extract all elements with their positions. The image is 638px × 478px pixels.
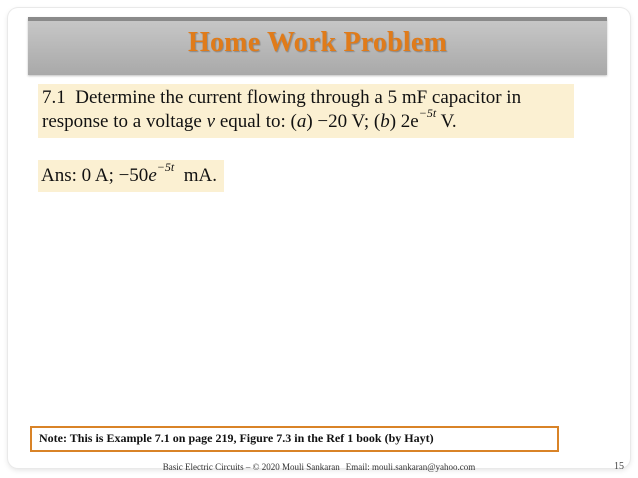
problem-box (38, 84, 574, 138)
footer-course: Basic Electric Circuits – © 2020 Mouli Sankaran (162, 462, 340, 472)
footer-email: Email: mouli.sankaran@yahoo.com (345, 462, 476, 472)
voltage-variable: v (206, 111, 216, 132)
problem-text (42, 86, 570, 134)
answer-exponent: −5t (156, 159, 175, 174)
footer (0, 462, 638, 472)
title-bar (28, 17, 607, 75)
note-box (30, 426, 559, 452)
slide-title: Home Work Problem (187, 27, 447, 58)
answer-e: e (148, 165, 157, 186)
text-b-unit: V. (436, 111, 457, 132)
text-b-base: ) 2e (389, 111, 419, 132)
problem-line-2-mid: equal to: ( (215, 111, 297, 132)
problem-line-2-prefix: response to a voltage (42, 111, 207, 132)
problem-number: 7.1 (42, 87, 66, 108)
page-number: 15 (614, 461, 624, 472)
slide (8, 8, 630, 468)
problem-line-1: Determine the current flowing through a 5 mF capacitor in (75, 87, 522, 108)
text-b-exponent: −5t (418, 105, 437, 120)
note-text: Note: This is Example 7.1 on page 219, Figure 7.3 in the Ref 1 book (by Hayt) (39, 431, 434, 445)
label-b: b (380, 111, 390, 132)
answer-prefix: Ans: 0 A; −50 (41, 165, 149, 186)
answer-box (38, 160, 224, 192)
text-a: ) −20 V; ( (306, 111, 381, 132)
label-a: a (296, 111, 307, 132)
answer-text (41, 159, 217, 188)
answer-unit: mA. (174, 165, 217, 186)
